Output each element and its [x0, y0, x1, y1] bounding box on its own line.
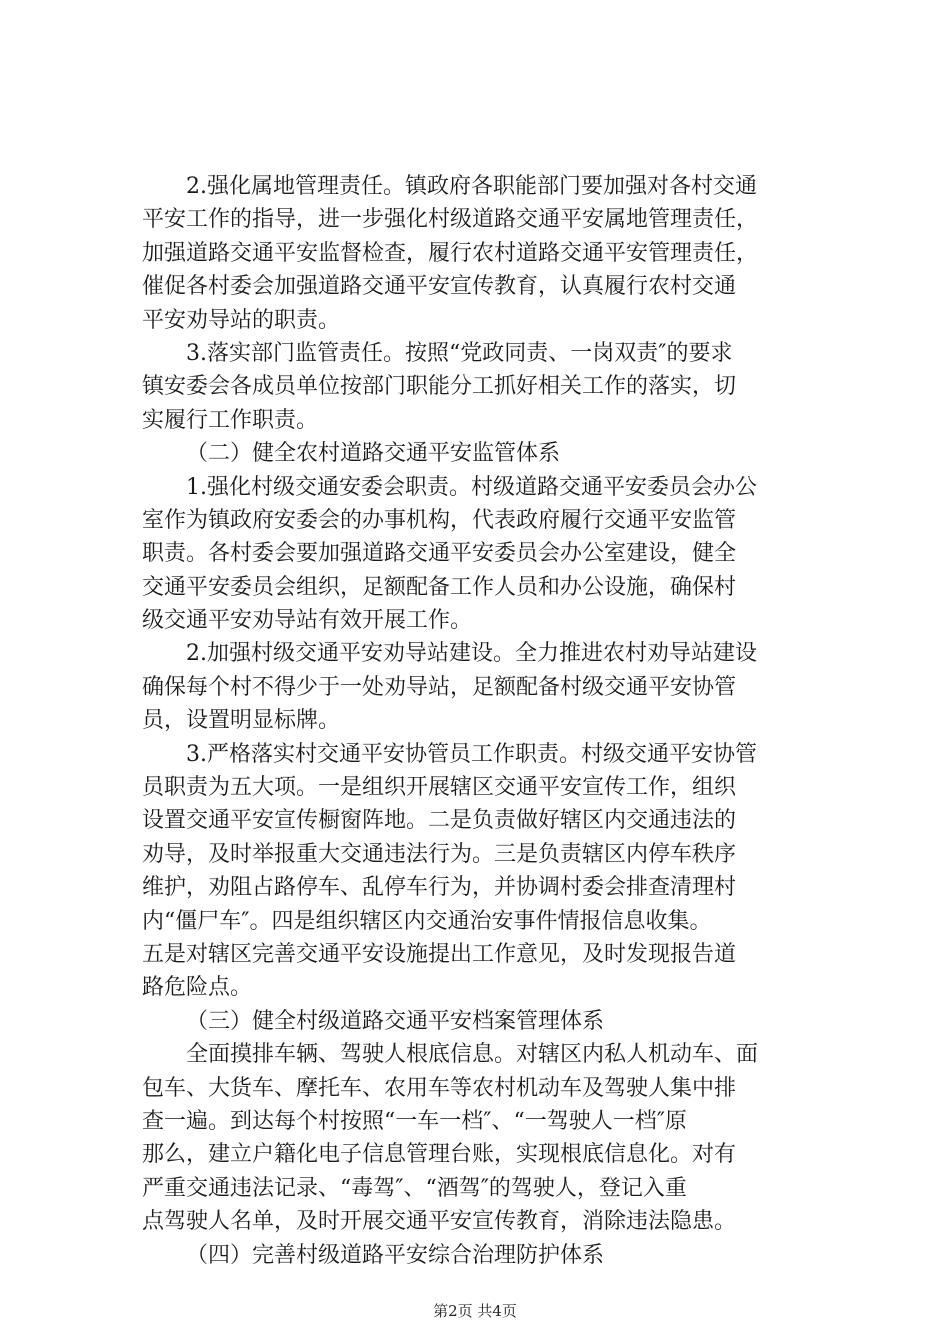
paragraph-line: 加强道路交通平安监督检查，履行农村道路交通平安管理责任， [142, 240, 759, 266]
paragraph-line: 3.落实部门监管责任。按照“党政同责、一岗双责″的要求 [186, 340, 733, 366]
paragraph-line: 设置交通平安宣传橱窗阵地。二是负责做好辖区内交通违法的 [142, 808, 737, 834]
paragraph-line: 级交通平安劝导站有效开展工作。 [142, 608, 473, 634]
paragraph-line: 包车、大货车、摩托车、农用车等农村机动车及驾驶人集中排 [142, 1075, 737, 1101]
paragraph-line: 平安劝导站的职责。 [142, 307, 341, 333]
section-heading: （三）健全村级道路交通平安档案管理体系 [186, 1008, 605, 1034]
paragraph-line: 平安工作的指导，进一步强化村级道路交通平安属地管理责任， [142, 207, 759, 233]
paragraph-line: 劝导，及时举报重大交通违法行为。三是负责辖区内停车秩序 [142, 841, 737, 867]
paragraph-line: 那么，建立户籍化电子信息管理台账，实现根底信息化。对有 [142, 1142, 737, 1168]
paragraph-line: 员职责为五大项。一是组织开展辖区交通平安宣传工作，组织 [142, 775, 737, 801]
paragraph-line: 3.严格落实村交通平安协管员工作职责。村级交通平安协管 [186, 741, 757, 767]
paragraph-line: 确保每个村不得少于一处劝导站，足额配备村级交通平安协管 [142, 674, 737, 700]
section-heading: （四）完善村级道路平安综合治理防护体系 [186, 1242, 605, 1268]
paragraph-line: 内“僵尸车″。四是组织辖区内交通治安事件情报信息收集。 [142, 908, 712, 934]
paragraph-line: 镇安委会各成员单位按部门职能分工抓好相关工作的落实，切 [142, 374, 737, 400]
paragraph-line: 职责。各村委会要加强道路交通平安委员会办公室建设，健全 [142, 541, 737, 567]
body-text [142, 170, 842, 1272]
paragraph-line: 五是对辖区完善交通平安设施提出工作意见，及时发现报告道 [142, 941, 737, 967]
page-number-footer: 第2页 共4页 [433, 1302, 517, 1320]
paragraph-line: 查一遍。到达每个村按照“一车一档″、“一驾驶人一档″原 [142, 1108, 687, 1134]
paragraph-line: 点驾驶人名单，及时开展交通平安宣传教育，消除违法隐患。 [142, 1209, 737, 1235]
paragraph-line: 2.加强村级交通平安劝导站建设。全力推进农村劝导站建设 [186, 641, 757, 667]
paragraph-line: 维护，劝阻占路停车、乱停车行为，并协调村委会排查清理村 [142, 875, 737, 901]
paragraph-line: 催促各村委会加强道路交通平安宣传教育，认真履行农村交通 [142, 274, 737, 300]
paragraph-line: 交通平安委员会组织，足额配备工作人员和办公设施，确保村 [142, 574, 737, 600]
paragraph-line: 实履行工作职责。 [142, 407, 319, 433]
paragraph-line: 路危险点。 [142, 975, 253, 1001]
paragraph-line: 2.强化属地管理责任。镇政府各职能部门要加强对各村交通 [186, 174, 757, 199]
paragraph-line: 1.强化村级交通安委会职责。村级道路交通平安委员会办公 [186, 474, 757, 500]
paragraph-line: 全面摸排车辆、驾驶人根底信息。对辖区内私人机动车、面 [186, 1042, 759, 1068]
paragraph-line: 室作为镇政府安委会的办事机构，代表政府履行交通平安监管 [142, 507, 737, 533]
paragraph-line: 严重交通违法记录、“毒驾″、“酒驾″的驾驶人，登记入重 [142, 1175, 687, 1201]
section-heading: （二）健全农村道路交通平安监管体系 [186, 441, 561, 467]
paragraph-line: 员，设置明显标牌。 [142, 708, 341, 734]
